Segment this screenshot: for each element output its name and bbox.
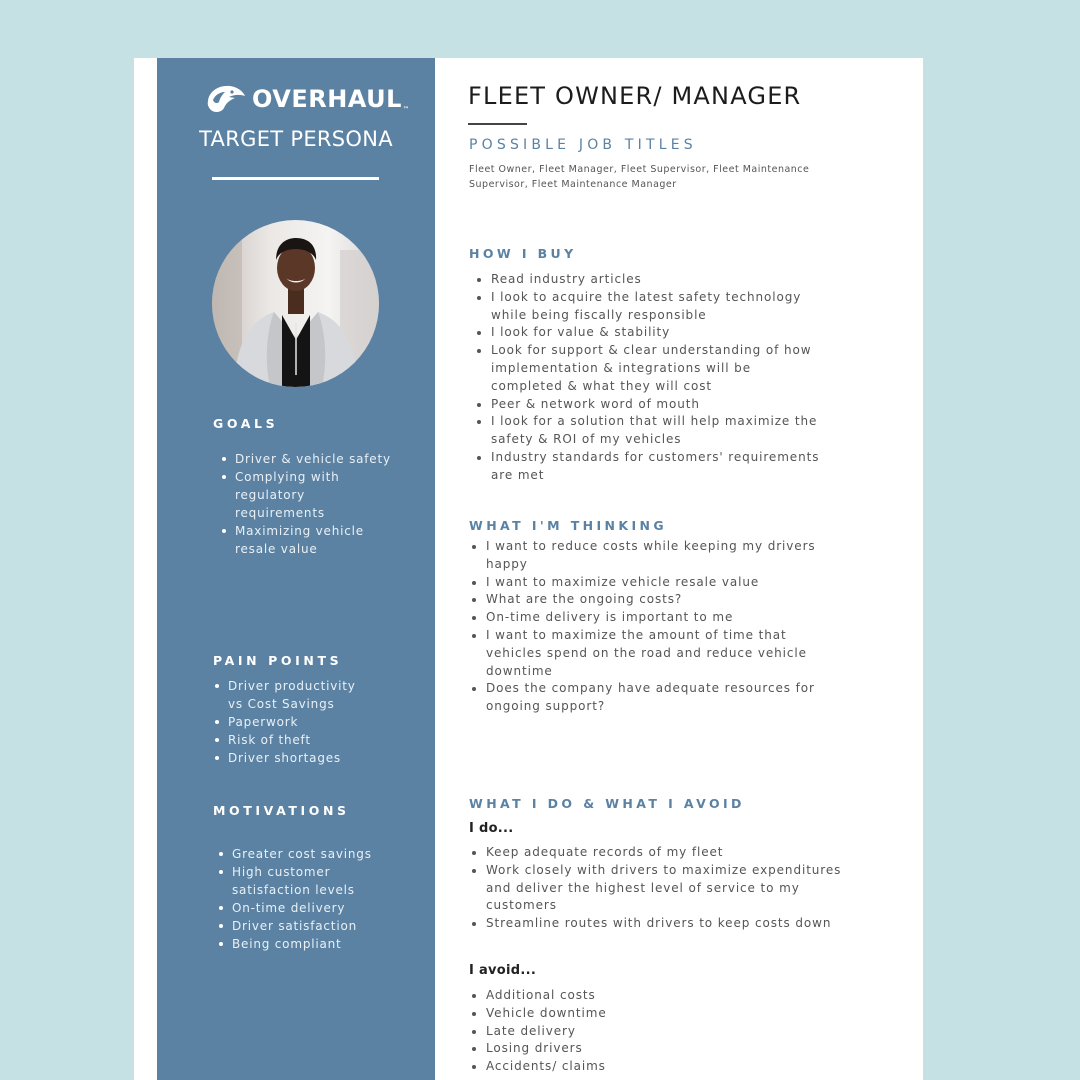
- list-item: Driver shortages: [214, 749, 379, 767]
- goals-heading: GOALS: [213, 416, 279, 431]
- list-item: Driver & vehicle safety: [221, 450, 391, 468]
- list-item: Work closely with drivers to maximize expenditures and deliver the highest level of service to my customers: [469, 862, 854, 915]
- i-do-label: I do...: [469, 821, 514, 836]
- list-item: Read industry articles: [474, 271, 846, 289]
- thinking-heading: WHAT I'M THINKING: [469, 518, 668, 533]
- list-item: I look to acquire the latest safety technology while being fiscally responsible: [474, 289, 821, 325]
- list-item: On-time delivery: [218, 899, 383, 917]
- list-item: What are the ongoing costs?: [469, 591, 841, 609]
- list-item: Driver productivity vs Cost Savings: [214, 677, 368, 713]
- list-item: High customer satisfaction levels: [218, 863, 367, 899]
- list-item: Complying with regulatory requirements: [221, 468, 355, 522]
- logo-trademark: ™: [402, 106, 410, 113]
- list-item: I want to reduce costs while keeping my drivers happy: [469, 538, 841, 574]
- list-item: Losing drivers: [469, 1040, 769, 1058]
- list-item: Peer & network word of mouth: [474, 396, 846, 414]
- list-item: Risk of theft: [214, 731, 379, 749]
- motivations-list: [218, 845, 383, 953]
- list-item: Does the company have adequate resources for ongoing support?: [469, 680, 856, 716]
- overhaul-logo: [206, 83, 409, 115]
- i-do-list: [469, 844, 849, 933]
- motivations-heading: MOTIVATIONS: [213, 803, 350, 818]
- do-avoid-heading: WHAT I DO & WHAT I AVOID: [469, 796, 745, 811]
- list-item: Streamline routes with drivers to keep costs down: [469, 915, 849, 933]
- list-item: I look for a solution that will help maximize the safety & ROI of my vehicles: [474, 413, 846, 449]
- goals-list: [221, 450, 391, 558]
- thinking-list: [469, 538, 841, 716]
- list-item: Greater cost savings: [218, 845, 383, 863]
- i-avoid-label: I avoid...: [469, 963, 537, 978]
- logo-text: [252, 85, 409, 113]
- pain-points-list: [214, 677, 379, 767]
- persona-label: TARGET PERSONA: [199, 127, 393, 151]
- pain-points-heading: PAIN POINTS: [213, 653, 343, 668]
- list-item: Vehicle downtime: [469, 1005, 769, 1023]
- title-divider: [468, 123, 527, 125]
- list-item: On-time delivery is important to me: [469, 609, 841, 627]
- list-item: Accidents/ claims: [469, 1058, 769, 1076]
- list-item: I want to maximize vehicle resale value: [469, 574, 841, 592]
- sidebar-divider: [212, 177, 379, 180]
- how-i-buy-heading: HOW I BUY: [469, 246, 577, 261]
- list-item: Additional costs: [469, 987, 769, 1005]
- list-item: Paperwork: [214, 713, 379, 731]
- list-item: Maximizing vehicle resale value: [221, 522, 370, 558]
- list-item: I want to maximize the amount of time that vehicles spend on the road and reduce vehicle downtime: [469, 627, 836, 680]
- list-item: Late delivery: [469, 1023, 769, 1041]
- list-item: Look for support & clear understanding of how implementation & integrations will be completed & what they will cost: [474, 342, 826, 395]
- list-item: Industry standards for customers' requirements are met: [474, 449, 831, 485]
- person-photo: [212, 220, 379, 387]
- eagle-head-icon: [206, 84, 246, 114]
- list-item: I look for value & stability: [474, 324, 846, 342]
- i-avoid-list: [469, 987, 769, 1076]
- logo-wordmark: OVERHAUL: [252, 85, 402, 113]
- how-i-buy-list: [474, 271, 846, 485]
- list-item: Driver satisfaction: [218, 917, 383, 935]
- job-titles-heading: POSSIBLE JOB TITLES: [469, 137, 697, 153]
- page-title: FLEET OWNER/ MANAGER: [468, 82, 802, 110]
- list-item: Being compliant: [218, 935, 383, 953]
- job-titles-text: Fleet Owner, Fleet Manager, Fleet Supervisor, Fleet Maintenance Supervisor, Fleet Maintenance Manager: [469, 164, 810, 190]
- avatar: [212, 220, 379, 387]
- list-item: Keep adequate records of my fleet: [469, 844, 849, 862]
